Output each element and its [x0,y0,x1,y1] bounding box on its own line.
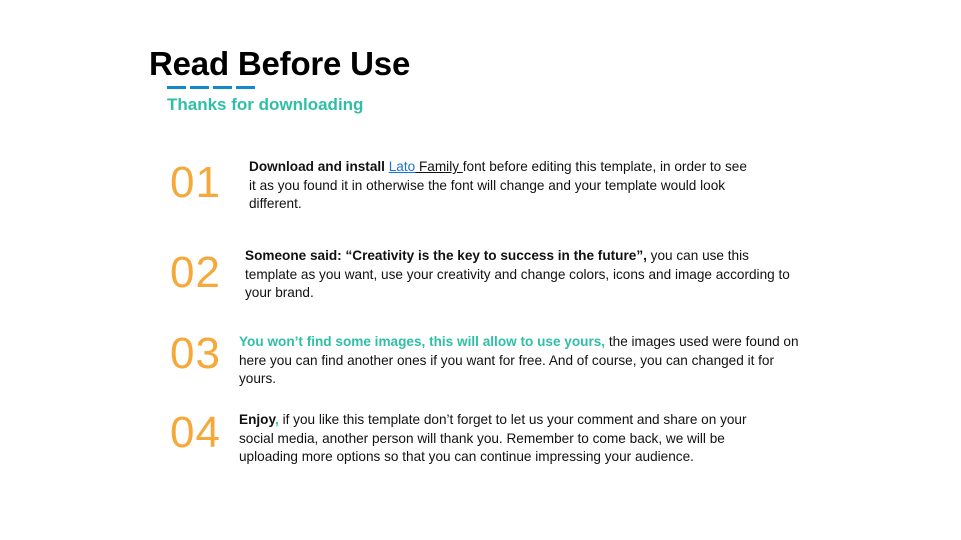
divider-dash [190,86,209,89]
step-text-03 [239,333,801,389]
step-number-03: 03 [170,329,221,378]
step-01-link-rest: Family [415,159,463,174]
divider-dash [213,86,232,89]
page-title: Read Before Use [149,45,411,82]
title-divider [167,86,255,89]
step-03-body: the images used were found on here you can find another ones if you want for free. And of course, you can changed it for yours. [239,334,799,387]
step-04-lead: Enjoy [239,412,276,427]
step-text-01 [249,158,749,214]
step-number-04: 04 [170,408,221,457]
step-01-body: font before editing this template, in order to see it as you found it in otherwise the font will change and your template would look different. [249,159,747,212]
step-04-comma: , [275,412,279,427]
step-04-body: if you like this template don’t forget to let us your comment and share on your social media, another person will thank you. Remember to come back, we will be uploading more options so that you can continue impressing your audience. [239,412,747,465]
step-01-lead: Download and install [249,159,389,174]
step-text-02 [245,247,797,303]
divider-dash [236,86,255,89]
step-number-01: 01 [170,158,221,207]
step-03-lead: You won’t find some images, this will allow to use yours, [239,334,606,349]
step-02-body: you can use this template as you want, use your creativity and change colors, icons and image according to your brand. [245,248,790,301]
divider-dash [167,86,186,89]
lato-font-link[interactable]: Lato [388,159,416,174]
page-subtitle: Thanks for downloading [167,95,364,114]
step-number-02: 02 [170,248,221,297]
step-02-lead: Someone said: “Creativity is the key to success in the future”, [245,248,647,263]
step-text-04 [239,411,779,467]
